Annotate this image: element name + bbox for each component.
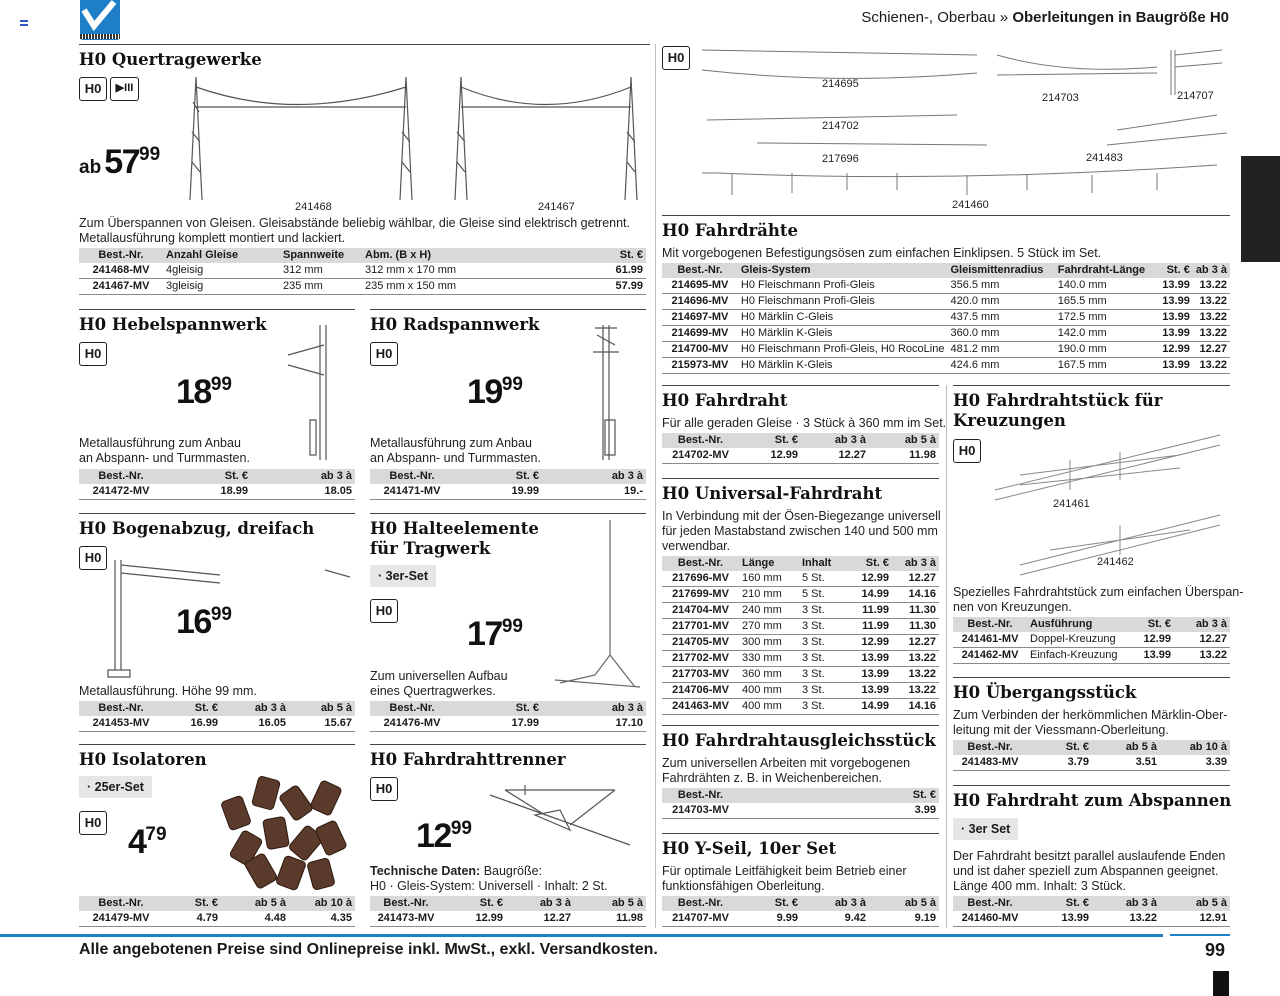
product-title: H0 Quertragewerke (79, 50, 262, 69)
table-row[interactable]: 217703-MV 360 mm 3 St. 13.99 13.22 (662, 667, 939, 683)
table-row[interactable]: 241453-MV 16.99 16.05 15.67 (79, 716, 355, 732)
price-table: Best.-Nr. St. € ab 3 à 241476-MV 17.99 17.10 (370, 701, 646, 732)
table-row[interactable]: 214707-MV 9.99 9.42 9.19 (662, 911, 939, 927)
footer-note: Alle angebotenen Preise sind Onlinepreise inkl. MwSt., exkl. Versandkosten. (79, 941, 658, 958)
scale-badge: H0 (370, 599, 398, 623)
table-row[interactable]: 217702-MV 330 mm 3 St. 13.99 13.22 (662, 651, 939, 667)
table-row[interactable]: 214706-MV 400 mm 3 St. 13.99 13.22 (662, 683, 939, 699)
divider (79, 309, 355, 310)
product-description: Der Fahrdraht besitzt parallel auslaufende Enden und ist daher speziell zum Abspannen geeignet. Länge 400 mm. Inhalt: 3 Stück. (953, 849, 1226, 893)
part-label: 217696 (822, 153, 859, 165)
product-description: Zum universellen Arbeiten mit vorgebogenen Fahrdrähten z. B. in Weichenbereichen. (662, 756, 911, 785)
table-row[interactable]: 241467-MV 3gleisig 235 mm 235 mm x 150 mm 57.99 (79, 279, 646, 295)
part-label: 241462 (1097, 556, 1134, 568)
radspannwerk-illustration (585, 320, 635, 465)
product-description: Für optimale Leitfähigkeit beim Betrieb einer funktionsfähigen Oberleitung. (662, 864, 907, 893)
price-table: Best.-Nr. Gleis-System Gleismittenradius Fahrdraht-Länge St. € ab 3 à 214695-MV H0 Fleischmann Profi-Gleis 356.5 mm 140.0 mm 13.99 13.22 214696-MV H0 Fleischmann Profi-Gleis 420.0 mm 165.5 mm 13.99 13.22 214697-MV H0 Märklin C-Gleis 437.5 mm 172.5 mm 13.99 13.22 214699-MV H0 Märklin K-Gleis 360.0 mm 142.0 mm 13.99 13.22 214700-MV H0 Fleischmann Profi-Gleis, H0 RocoLine 481.2 mm 190.0 mm 12.99 12.27 215973-MV H0 Märklin K-Gleis 424.6 mm 167.5 mm 13.99 13.22 (662, 263, 1230, 374)
price-table: Best.-Nr. St. € ab 3 à ab 5 à 241460-MV 13.99 13.22 12.91 (953, 896, 1230, 927)
price-table: Best.-Nr. St. € ab 3 à ab 5 à 214707-MV 9.99 9.42 9.19 (662, 896, 939, 927)
check-logo-icon (80, 0, 120, 32)
table-row[interactable]: 241463-MV 400 mm 3 St. 14.99 14.16 (662, 699, 939, 715)
product-description: Mit vorgebogenen Befestigungsösen zum einfachen Einklipsen. 5 Stück im Set. (662, 246, 1102, 260)
product-description: Zum Verbinden der herkömmlichen Märklin-Ober- leitung mit der Viessmann-Oberleitung. (953, 708, 1228, 737)
product-description: Technische Daten: Baugröße: H0 · Gleis-System: Universell · Inhalt: 2 St. (370, 864, 608, 893)
price: $17^{99}$ (467, 615, 523, 653)
product-description: Spezielles Fahrdrahtstück zum einfachen Überspan- nen von Kreuzungen. (953, 585, 1244, 614)
price (79, 138, 160, 185)
divider (953, 677, 1230, 678)
fahrdrahttrenner-illustration (485, 770, 635, 850)
table-row[interactable]: 214705-MV 300 mm 3 St. 12.99 12.27 (662, 635, 939, 651)
product-description: Metallausführung. Höhe 99 mm. (79, 684, 257, 698)
price-table: Best.-Nr. Ausführung St. € ab 3 à 241461-MV Doppel-Kreuzung 12.99 12.27 241462-MV Einfach-Kreuzung 13.99 13.22 (953, 617, 1230, 664)
price: $4^{79}$ (128, 823, 167, 861)
table-row[interactable]: 217701-MV 270 mm 3 St. 11.99 11.30 (662, 619, 939, 635)
part-label: 241483 (1086, 152, 1123, 164)
product-title: H0 Fahrdraht (662, 391, 788, 410)
table-row[interactable]: 241471-MV 19.99 19.- (370, 484, 646, 500)
table-row[interactable]: 241483-MV 3.79 3.51 3.39 (953, 755, 1230, 771)
page-number: 99 (1205, 940, 1226, 960)
divider (662, 385, 939, 386)
product-description: Zum Überspannen von Gleisen. Gleisabstände beliebig wählbar, die Gleise sind elektrisch getrennt. Metallausführung komplett montiert und lackiert. (79, 216, 631, 245)
part-label: 241467 (538, 201, 575, 213)
product-title: H0 Y-Seil, 10er Set (662, 839, 837, 858)
divider (79, 744, 355, 745)
product-title: H0 Isolatoren (79, 750, 207, 769)
product-title: H0 Fahrdrahttrenner (370, 750, 566, 769)
divider (79, 513, 355, 514)
table-row[interactable]: 241461-MV Doppel-Kreuzung 12.99 12.27 (953, 632, 1230, 648)
breadcrumb-current: Oberleitungen in Baugröße H0 (1012, 9, 1229, 26)
product-title: H0 Fahrdrahtausgleichsstück (662, 731, 936, 750)
table-row[interactable]: 241472-MV 18.99 18.05 (79, 484, 355, 500)
price: $16^{99}$ (176, 603, 232, 641)
price-table: Best.-Nr. St. € ab 3 à ab 5 à 214702-MV 12.99 12.27 11.98 (662, 433, 939, 464)
table-row[interactable]: 214695-MV H0 Fleischmann Profi-Gleis 356.5 mm 140.0 mm 13.99 13.22 (662, 278, 1230, 294)
hebelspannwerk-illustration (280, 320, 350, 465)
part-label: 214707 (1177, 90, 1214, 102)
table-row[interactable]: 241460-MV 13.99 13.22 12.91 (953, 911, 1230, 927)
set-tag: · 3er Set (953, 818, 1018, 840)
part-label: 214695 (822, 78, 859, 90)
table-row[interactable]: 217699-MV 210 mm 5 St. 14.99 14.16 (662, 587, 939, 603)
flag-icon (20, 20, 28, 26)
footer-accent-line-right (1170, 934, 1230, 936)
divider (662, 725, 939, 726)
bogenabzug-illustration (100, 555, 350, 680)
table-row[interactable]: 241462-MV Einfach-Kreuzung 13.99 13.22 (953, 648, 1230, 664)
part-label: 241461 (1053, 498, 1090, 510)
table-row[interactable]: 214699-MV H0 Märklin K-Gleis 360.0 mm 142.0 mm 13.99 13.22 (662, 326, 1230, 342)
product-title: H0 Fahrdraht zum Abspannen (953, 791, 1232, 810)
set-tag: · 25er-Set (79, 776, 152, 798)
table-row[interactable]: 214697-MV H0 Märklin C-Gleis 437.5 mm 172.5 mm 13.99 13.22 (662, 310, 1230, 326)
table-row[interactable]: 241476-MV 17.99 17.10 (370, 716, 646, 732)
price-table: Best.-Nr. St. € ab 5 à ab 10 à 241479-MV 4.79 4.48 4.35 (79, 896, 355, 927)
table-row[interactable]: 217696-MV 160 mm 5 St. 12.99 12.27 (662, 571, 939, 587)
table-row[interactable]: 241479-MV 4.79 4.48 4.35 (79, 911, 355, 927)
scale-badge: H0 (79, 77, 107, 101)
table-row[interactable]: 214703-MV 3.99 (662, 803, 939, 819)
table-row[interactable]: 214700-MV H0 Fleischmann Profi-Gleis, H0 RocoLine 481.2 mm 190.0 mm 12.99 12.27 (662, 342, 1230, 358)
product-title: H0 Bogenabzug, dreifach (79, 519, 315, 538)
breadcrumb (861, 9, 1229, 26)
part-label: 241460 (952, 199, 989, 211)
divider (662, 478, 939, 479)
product-title: H0 Halteelemente für Tragwerk (370, 519, 539, 558)
product-title: H0 Hebelspannwerk (79, 315, 267, 334)
isolatoren-illustration (215, 768, 355, 893)
dc-badge: ▶III (110, 77, 139, 101)
breadcrumb-separator: » (999, 9, 1009, 26)
scale-badge: H0 (79, 342, 107, 366)
divider (370, 309, 646, 310)
breadcrumb-parent[interactable]: Schienen-, Oberbau (861, 9, 996, 26)
price: $12^{99}$ (416, 817, 472, 855)
product-description: Metallausführung zum Anbau an Abspann- und Turmmasten. (79, 436, 250, 465)
divider (953, 785, 1230, 786)
side-tab (1241, 156, 1280, 262)
product-title: H0 Übergangsstück (953, 683, 1137, 702)
scale-badge: H0 (953, 439, 981, 463)
logo-underline (80, 34, 120, 39)
price-prefix: ab (79, 157, 102, 178)
price-table: Best.-Nr. St. € ab 3 à 241471-MV 19.99 19.- (370, 469, 646, 500)
product-title: H0 Fahrdrähte (662, 221, 799, 240)
divider (662, 215, 1230, 216)
price-table: Best.-Nr. St. € ab 3 à 241472-MV 18.99 18.05 (79, 469, 355, 500)
price-cents: 99 (139, 144, 161, 165)
part-label: 241468 (295, 201, 332, 213)
table-row[interactable]: 214696-MV H0 Fleischmann Profi-Gleis 420.0 mm 165.5 mm 13.99 13.22 (662, 294, 1230, 310)
table-row[interactable]: 215973-MV H0 Märklin K-Gleis 424.6 mm 167.5 mm 13.99 13.22 (662, 358, 1230, 374)
price: $18^{99}$ (176, 373, 232, 411)
set-tag: · 3er-Set (370, 565, 436, 587)
scale-badge: H0 (370, 342, 398, 366)
table-row[interactable]: 214704-MV 240 mm 3 St. 11.99 11.30 (662, 603, 939, 619)
product-title: H0 Fahrdrahtstück für Kreuzungen (953, 391, 1163, 430)
column-divider (655, 44, 656, 928)
table-row[interactable]: 241473-MV 12.99 12.27 11.98 (370, 911, 646, 927)
product-title: H0 Universal-Fahrdraht (662, 484, 883, 503)
column-divider (946, 385, 947, 928)
price-main: 57 (104, 143, 140, 181)
price: $19^{99}$ (467, 373, 523, 411)
price-table: Best.-Nr. St. € ab 5 à ab 10 à 241483-MV 3.79 3.51 3.39 (953, 740, 1230, 771)
price-table: Best.-Nr. Anzahl Gleise Spannweite Abm. (B x H) St. € 241468-MV 4gleisig 312 mm 312 mm x 170 mm 61.99 241467-MV 3gleisig 235 mm 235 mm x 150 mm 57.99 (79, 248, 646, 295)
part-label: 214702 (822, 120, 859, 132)
product-description: In Verbindung mit der Ösen-Biegezange universell für jeden Mastabstand zwischen 140 und 500 mm verwendbar. (662, 509, 941, 553)
price-table: Best.-Nr. Länge Inhalt St. € ab 3 à 217696-MV 160 mm 5 St. 12.99 12.27 217699-MV 210 mm 5 St. 14.99 14.16 214704-MV 240 mm 3 St. 11.99 11.30 217701-MV 270 mm 3 St. 11.99 11.30 214705-MV 300 mm 3 St. 12.99 12.27 217702-MV 330 mm 3 St. 13.99 13.22 217703-MV 360 mm 3 St. 13.99 13.22 214706-MV 400 mm 3 St. 13.99 13.22 241463-MV 400 mm 3 St. 14.99 14.16 (662, 556, 939, 715)
price-table: Best.-Nr. St. € ab 3 à ab 5 à 241473-MV 12.99 12.27 11.98 (370, 896, 646, 927)
divider (79, 44, 650, 45)
scale-badge: H0 (79, 546, 107, 570)
product-description: Für alle geraden Gleise · 3 Stück à 360 mm im Set. (662, 416, 947, 430)
divider (662, 833, 939, 834)
footer-accent-line (0, 934, 1163, 937)
overview-illustration (697, 45, 1227, 210)
scale-badge: H0 (370, 777, 398, 801)
product-description: Metallausführung zum Anbau an Abspann- und Turmmasten. (370, 436, 541, 465)
product-title: H0 Radspannwerk (370, 315, 540, 334)
product-description: Zum universellen Aufbau eines Quertragwerkes. (370, 669, 508, 698)
scale-badge: H0 (79, 811, 107, 835)
price-table: Best.-Nr. St. € 214703-MV 3.99 (662, 788, 939, 819)
divider (370, 513, 646, 514)
scale-badge: H0 (662, 46, 690, 70)
halteelemente-illustration (535, 515, 645, 695)
divider (370, 744, 646, 745)
price-table: Best.-Nr. St. € ab 3 à ab 5 à 241453-MV 16.99 16.05 15.67 (79, 701, 355, 732)
quertragwerk-illustration (175, 72, 645, 207)
divider (953, 385, 1230, 386)
part-label: 214703 (1042, 92, 1079, 104)
table-row[interactable]: 241468-MV 4gleisig 312 mm 312 mm x 170 mm 61.99 (79, 263, 646, 279)
table-row[interactable]: 214702-MV 12.99 12.27 11.98 (662, 448, 939, 464)
footer-tab (1213, 971, 1229, 996)
